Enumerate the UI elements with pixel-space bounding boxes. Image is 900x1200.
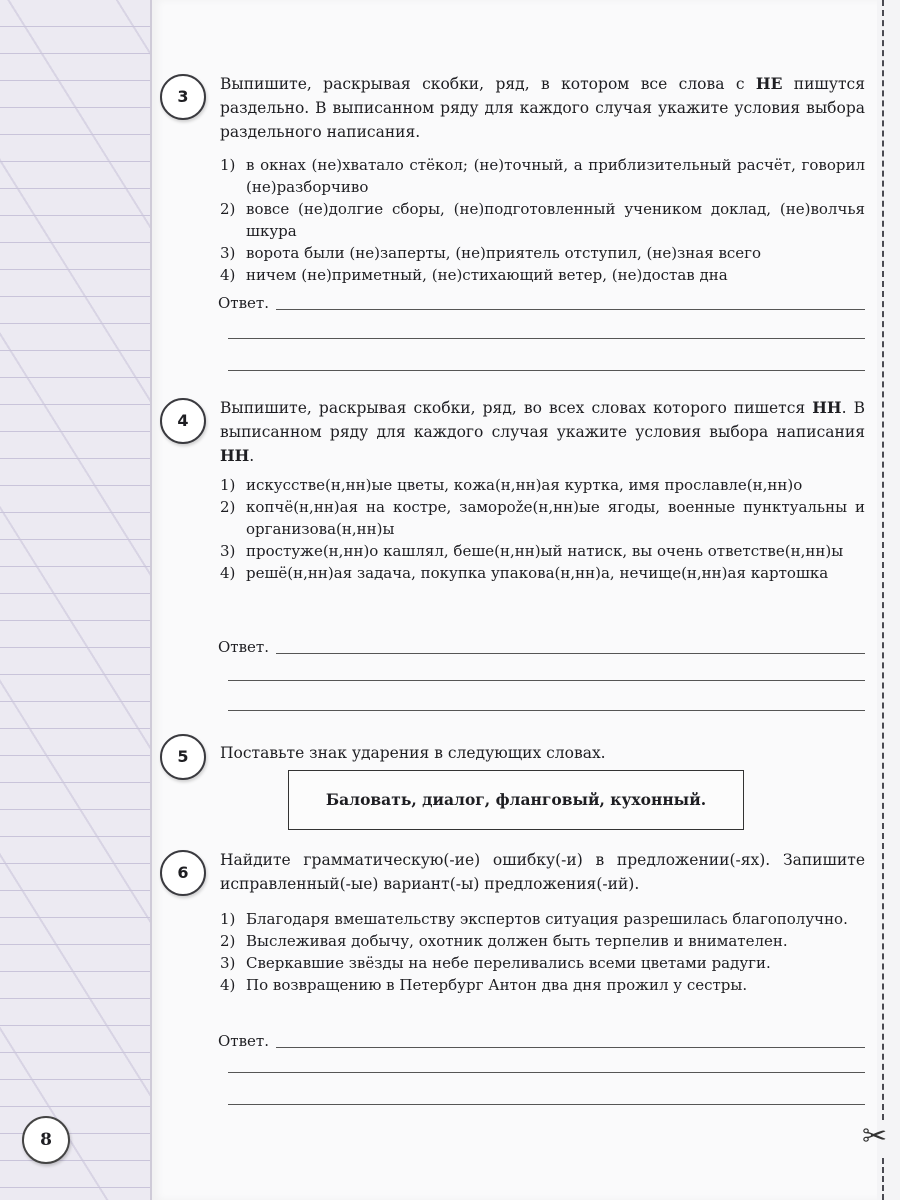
options-list <box>220 474 865 584</box>
answer-line[interactable] <box>228 338 865 339</box>
options-list <box>220 908 865 996</box>
task-question: Выпишите, раскрывая скобки, ряд, во всех словах которого пишется НН. В выписанном ряду для каждого случая укажите условия выбора написания НН. <box>220 398 865 465</box>
option-item: 4) По возвращению в Петербург Антон два дня прожил у сестры. <box>220 976 748 994</box>
option-item: 4) решё(н,нн)ая задача, покупка упакова(н,нн)а, нечище(н,нн)ая картошка <box>220 564 829 582</box>
option-item: 3) Сверкавшие звёзды на небе переливались всеми цветами радуги. <box>220 954 771 972</box>
answer-line[interactable] <box>228 680 865 681</box>
option-item: 1) в окнах (не)хватало стёкол; (не)точный, а приблизительный расчёт, говорил (не)разборчиво <box>220 156 865 196</box>
answer-line <box>276 309 865 310</box>
task-3 <box>160 72 865 382</box>
option-item: 2) вовсе (не)долгие сборы, (не)подготовленный учеником доклад, (не)волчья шкура <box>220 200 865 240</box>
task-5 <box>160 732 865 842</box>
answer-line <box>276 653 865 654</box>
task-question: Выпишите, раскрывая скобки, ряд, в котором все слова с НЕ пишутся раздельно. В выписанном ряду для каждого случая укажите условия выбора раздельного написания. <box>220 74 865 141</box>
words-box: Баловать, диалог, фланговый, кухонный. <box>288 770 744 830</box>
answer-field[interactable] <box>218 1028 865 1052</box>
task-4 <box>160 396 865 716</box>
option-item: 2) Выслеживая добычу, охотник должен быть терпелив и внимателен. <box>220 932 788 950</box>
page-number-badge: 8 <box>22 1116 70 1164</box>
task-number-badge: 4 <box>160 398 206 444</box>
option-item: 4) ничем (не)приметный, (не)стихающий ветер, (не)достав дна <box>220 266 728 284</box>
task-6 <box>160 848 865 1118</box>
answer-label: Ответ. <box>218 638 269 656</box>
answer-label: Ответ. <box>218 1032 269 1050</box>
answer-line[interactable] <box>228 710 865 711</box>
task-number-badge: 3 <box>160 74 206 120</box>
option-item: 3) простуже(н,нн)о кашлял, беше(н,нн)ый натиск, вы очень ответстве(н,нн)ы <box>220 542 844 560</box>
options-list <box>220 154 865 286</box>
answer-label: Ответ. <box>218 294 269 312</box>
cut-line <box>882 0 884 1120</box>
task-question: Найдите грамматическую(-ие) ошибку(-и) в предложении(-ях). Запишите исправленный(-ые) вариант(-ы) предложения(-ий). <box>220 851 865 893</box>
scissors-icon: ✂ <box>862 1119 888 1154</box>
option-item: 1) искусстве(н,нн)ые цветы, кожа(н,нн)ая куртка, имя прославле(н,нн)о <box>220 476 803 494</box>
answer-line[interactable] <box>228 1104 865 1105</box>
answer-line[interactable] <box>228 1072 865 1073</box>
option-item: 2) копчё(н,нн)ая на костре, заморože(н,нн)ые ягоды, военные пунктуальны и организова(н,нн)ы <box>220 498 865 538</box>
answer-line[interactable] <box>228 370 865 371</box>
task-number-badge: 5 <box>160 734 206 780</box>
task-question: Поставьте знак ударения в следующих словах. <box>220 744 606 762</box>
task-number-badge: 6 <box>160 850 206 896</box>
answer-line <box>276 1047 865 1048</box>
lined-margin <box>0 0 150 1200</box>
answer-field[interactable] <box>218 290 865 314</box>
answer-field[interactable] <box>218 634 865 658</box>
option-item: 1) Благодаря вмешательству экспертов ситуация разрешилась благополучно. <box>220 910 848 928</box>
option-item: 3) ворота были (не)заперты, (не)приятель отступил, (не)зная всего <box>220 244 762 262</box>
cut-line-tail <box>882 1158 884 1200</box>
